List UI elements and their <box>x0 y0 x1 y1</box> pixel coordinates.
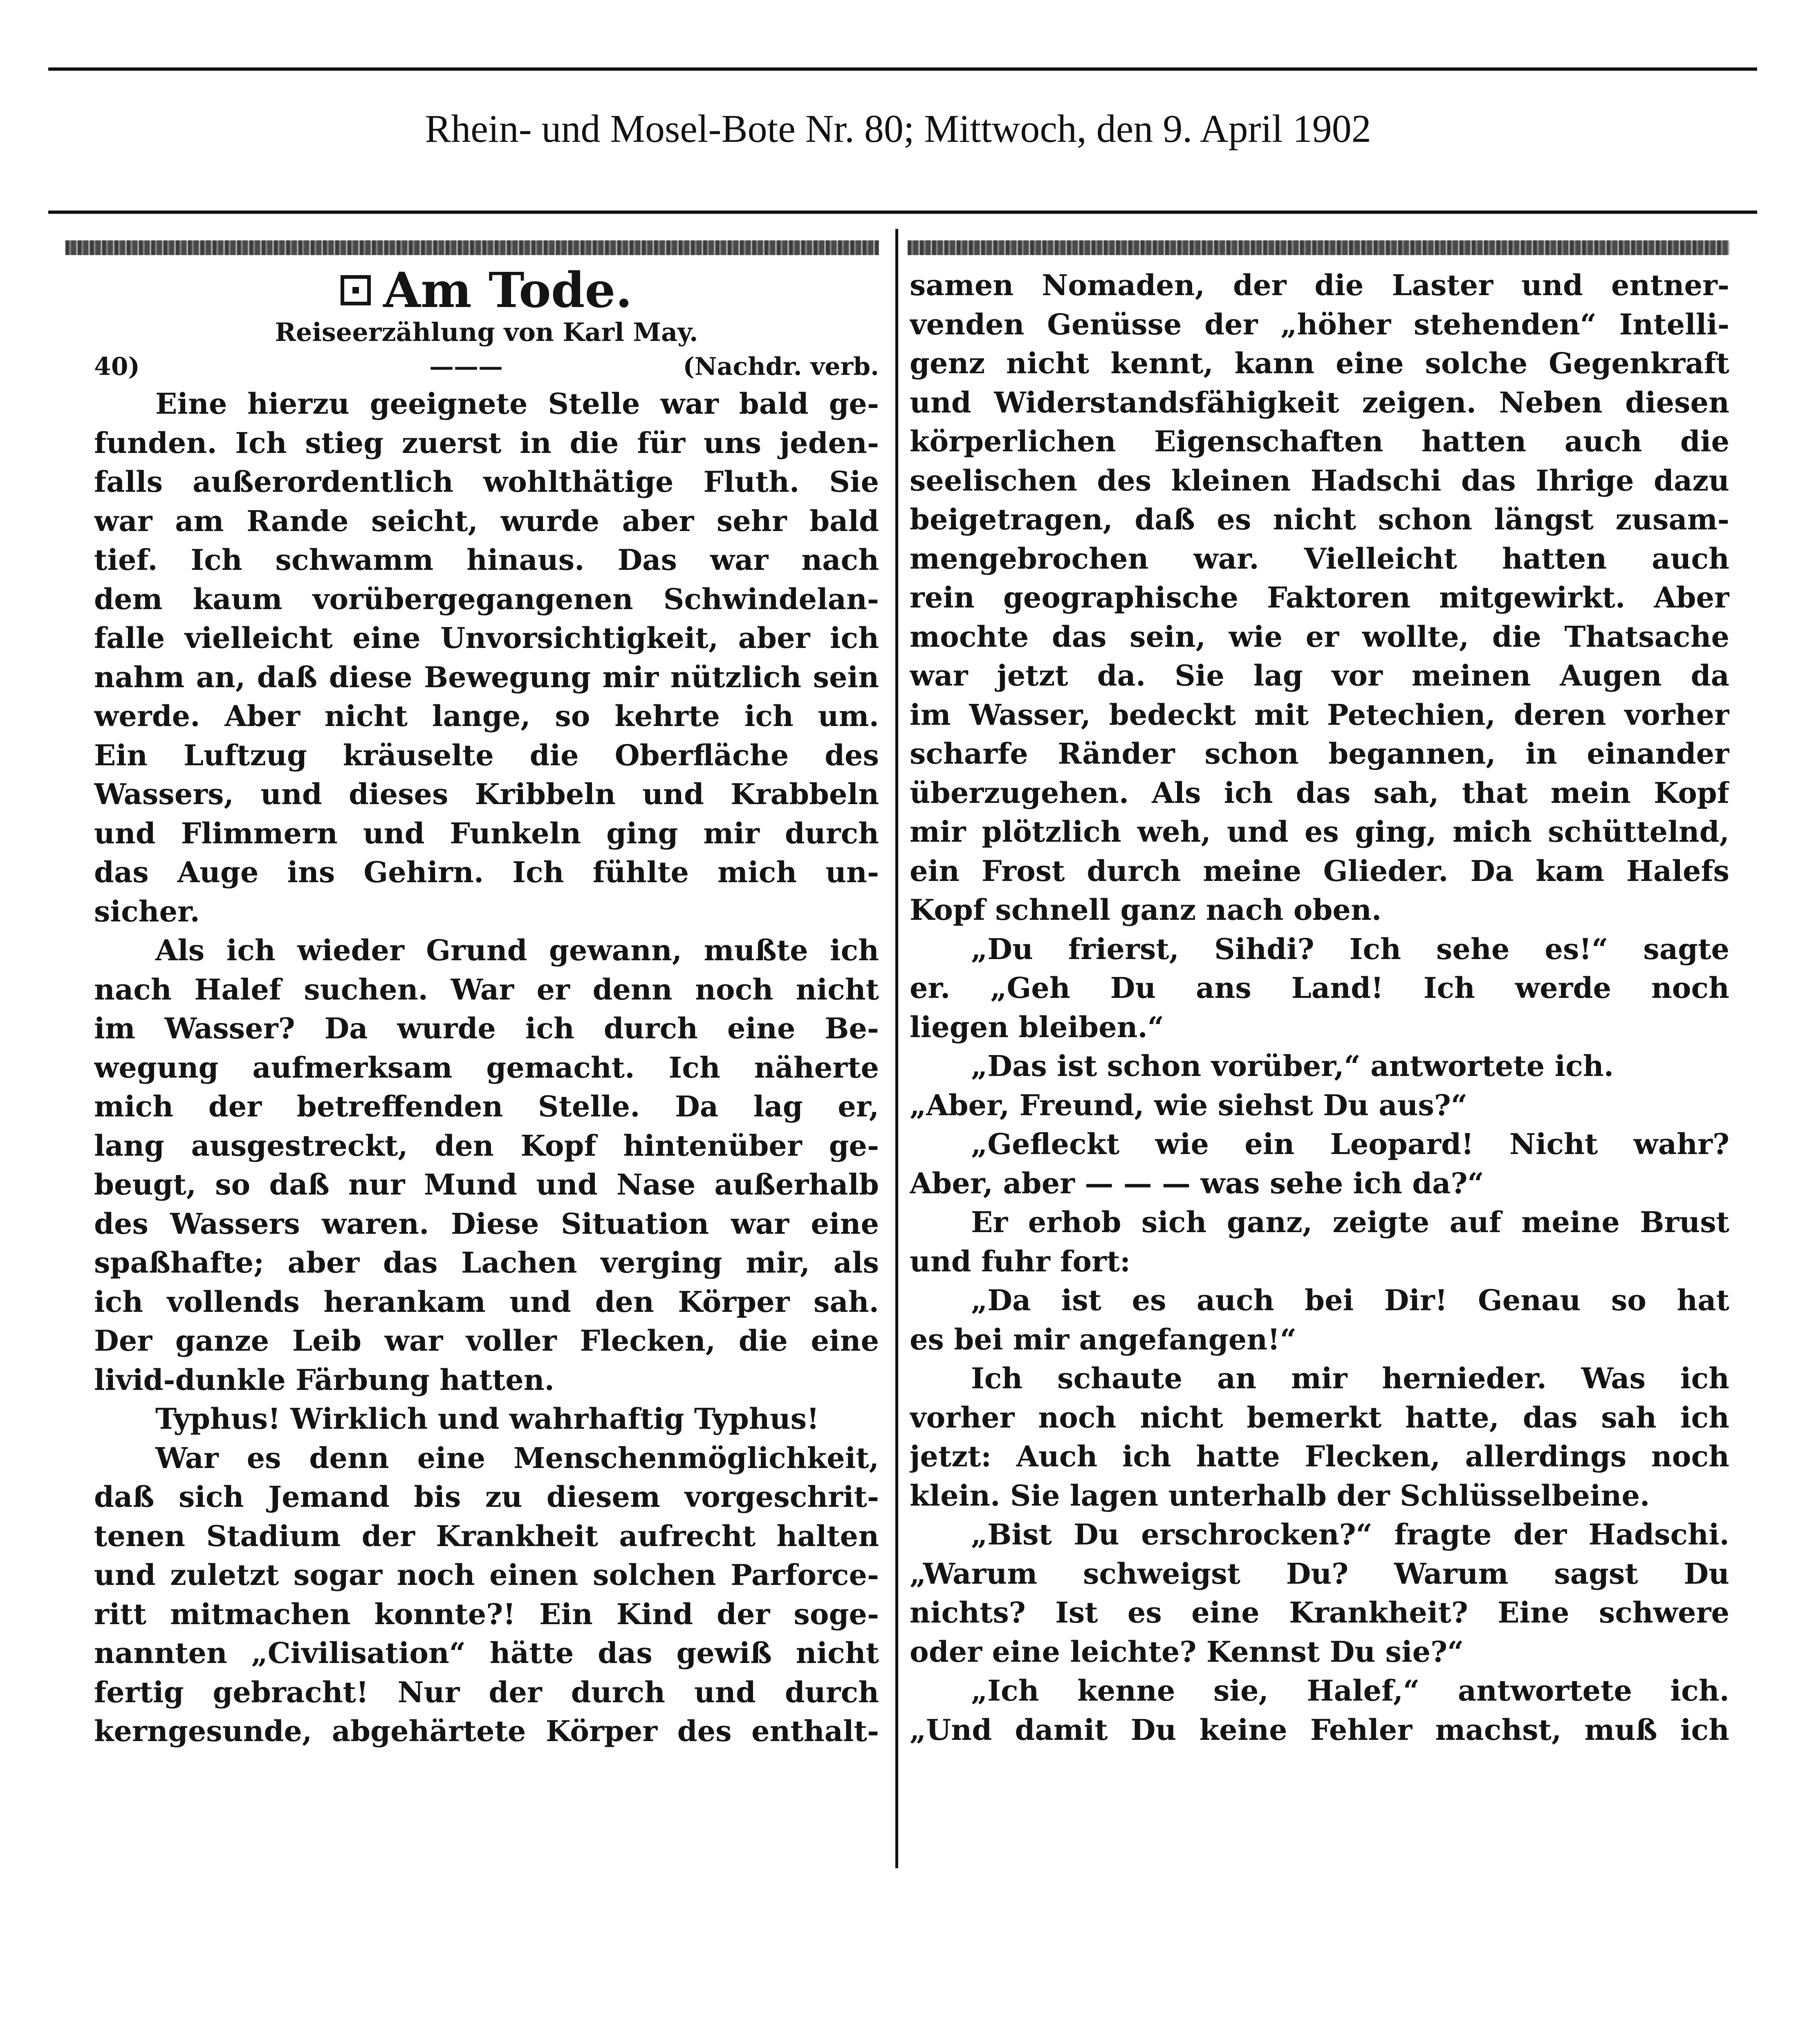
text-line: beugt, so daß nur Mund und Nase außerhalb <box>94 1168 879 1201</box>
text-line: dem kaum vorübergegangenen Schwindelan- <box>94 582 879 616</box>
text-line: er. „Geh Du ans Land! Ich werde noch <box>910 971 1729 1005</box>
text-line: klein. Sie lagen unterhalb der Schlüsselbeine. <box>910 1478 1650 1513</box>
text-line: „Aber, Freund, wie siehst Du aus?“ <box>910 1088 1468 1122</box>
text-line: tenen Stadium der Krankheit aufrecht halten <box>94 1519 879 1553</box>
article-left-column <box>94 262 879 1751</box>
text-line: falle vielleicht eine Unvorsichtigkeit, aber ich <box>94 621 879 655</box>
text-line: liegen bleiben.“ <box>910 1010 1164 1044</box>
text-line: kerngesunde, abgehärtete Körper des enthalt- <box>94 1714 879 1748</box>
text-line: falls außerordentlich wohlthätige Fluth. Sie <box>94 465 879 499</box>
text-line: seelischen des kleinen Hadschi das Ihrige dazu <box>910 463 1729 498</box>
left-column-scan-band <box>65 240 879 255</box>
text-line: genz nicht kennt, kann eine solche Gegenkraft <box>910 346 1729 380</box>
text-line: jetzt: Auch ich hatte Flecken, allerdings noch <box>910 1439 1729 1473</box>
text-line: mir plötzlich weh, und es ging, mich schüttelnd, <box>910 815 1729 849</box>
reprint-note: (Nachdr. verb. <box>683 352 879 381</box>
text-line: überzugehen. Als ich das sah, that mein Kopf <box>910 775 1729 810</box>
text-line: vorher noch nicht bemerkt hatte, das sah ich <box>910 1400 1729 1434</box>
text-line: war jetzt da. Sie lag vor meinen Augen da <box>910 659 1729 693</box>
text-line: mochte das sein, wie er wollte, die Thatsache <box>910 619 1729 654</box>
text-line: und fuhr fort: <box>910 1244 1131 1278</box>
text-line: Kopf schnell ganz nach oben. <box>910 893 1382 927</box>
text-line: Eine hierzu geeignete Stelle war bald ge- <box>155 387 879 421</box>
text-line: lang ausgestreckt, den Kopf hintenüber ge- <box>94 1128 879 1163</box>
text-line: körperlichen Eigenschaften hatten auch die <box>910 424 1729 458</box>
right-column-text <box>910 266 1729 1749</box>
text-line: Typhus! Wirklich und wahrhaftig Typhus! <box>155 1402 819 1436</box>
text-line: Aber, aber — — — was sehe ich da?“ <box>910 1166 1484 1200</box>
text-line: wegung aufmerksam gemacht. Ich näherte <box>94 1050 879 1085</box>
text-line: das Auge ins Gehirn. Ich fühlte mich un- <box>94 855 879 889</box>
text-line: und Widerstandsfähigkeit zeigen. Neben diesen <box>910 385 1729 419</box>
top-rule <box>48 67 1757 71</box>
text-line: sicher. <box>94 894 200 928</box>
text-line: und Flimmern und Funkeln ging mir durch <box>94 816 879 850</box>
text-line: ritt mitmachen konnte?! Ein Kind der soge- <box>94 1597 879 1631</box>
text-line: „Du frierst, Sihdi? Ich sehe es!“ sagte <box>971 932 1729 966</box>
text-line: Ein Luftzug kräuselte die Oberfläche des <box>94 738 879 772</box>
header-rule <box>48 211 1757 214</box>
text-line: spaßhafte; aber das Lachen verging mir, als <box>94 1246 879 1280</box>
left-column-text <box>94 384 879 1751</box>
text-line: rein geographische Faktoren mitgewirkt. Aber <box>910 580 1729 614</box>
article-right-column <box>910 266 1729 1749</box>
article-title: Am Tode. <box>94 266 879 315</box>
text-line: ein Frost durch meine Glieder. Da kam Halefs <box>910 854 1729 888</box>
text-line: mich der betreffenden Stelle. Da lag er, <box>94 1089 879 1123</box>
page-header-title: Rhein- und Mosel-Bote Nr. 80; Mittwoch, den 9. April 1902 <box>425 107 1371 150</box>
text-line: „Gefleckt wie ein Leopard! Nicht wahr? <box>971 1127 1729 1161</box>
text-line: ich vollends herankam und den Körper sah. <box>94 1284 879 1319</box>
text-line: „Da ist es auch bei Dir! Genau so hat <box>971 1283 1729 1317</box>
installment-number: 40) <box>94 352 140 381</box>
text-line: war am Rande seicht, wurde aber sehr bald <box>94 504 879 538</box>
text-line: Ich schaute an mir hernieder. Was ich <box>971 1361 1729 1395</box>
text-line: im Wasser, bedeckt mit Petechien, deren vorher <box>910 697 1729 732</box>
text-line: mengebrochen war. Vielleicht hatten auch <box>910 541 1729 576</box>
text-line: „Warum schweigst Du? Warum sagst Du <box>910 1556 1729 1591</box>
text-line: samen Nomaden, der die Laster und entner- <box>910 268 1729 302</box>
text-line: nach Halef suchen. War er denn noch nicht <box>94 972 879 1006</box>
text-line: es bei mir angefangen!“ <box>910 1322 1297 1356</box>
text-line: venden Genüsse der „höher stehenden“ Intelli- <box>910 307 1729 341</box>
text-line: fertig gebracht! Nur der durch und durch <box>94 1675 879 1709</box>
text-line: „Bist Du erschrocken?“ fragte der Hadschi. <box>971 1517 1729 1551</box>
text-line: nannten „Civilisation“ hätte das gewiß nicht <box>94 1636 879 1670</box>
text-line: War es denn eine Menschenmöglichkeit, <box>155 1441 879 1475</box>
text-line: daß sich Jemand bis zu diesem vorgeschrit- <box>94 1480 879 1514</box>
installment-line <box>94 350 879 384</box>
article-subtitle: Reiseerzählung von Karl May. <box>275 317 698 347</box>
text-line: „Das ist schon vorüber,“ antwortete ich. <box>971 1049 1614 1083</box>
text-line: des Wassers waren. Diese Situation war eine <box>94 1206 879 1241</box>
installment-rule: ——— <box>429 352 503 381</box>
text-line: livid-dunkle Färbung hatten. <box>94 1363 555 1397</box>
right-column-scan-band <box>908 240 1729 255</box>
text-line: funden. Ich stieg zuerst in die für uns jeden- <box>94 426 879 460</box>
text-line: oder eine leichte? Kennst Du sie?“ <box>910 1634 1464 1669</box>
text-line: „Und damit Du keine Fehler machst, muß ich <box>910 1712 1729 1747</box>
text-line: werde. Aber nicht lange, so kehrte ich um. <box>94 699 879 733</box>
text-line: Er erhob sich ganz, zeigte auf meine Brust <box>971 1205 1729 1239</box>
text-line: Als ich wieder Grund gewann, mußte ich <box>155 933 879 967</box>
text-line: nahm an, daß diese Bewegung mir nützlich sein <box>94 660 879 694</box>
title-box-icon <box>341 275 371 305</box>
text-line: tief. Ich schwamm hinaus. Das war nach <box>94 543 879 577</box>
text-line: und zuletzt sogar noch einen solchen Parforce- <box>94 1558 879 1592</box>
text-line: scharfe Ränder schon begannen, in einander <box>910 737 1729 771</box>
text-line: Wassers, und dieses Kribbeln und Krabbeln <box>94 777 879 811</box>
text-line: „Ich kenne sie, Halef,“ antwortete ich. <box>971 1674 1729 1708</box>
text-line: im Wasser? Da wurde ich durch eine Be- <box>94 1011 879 1045</box>
text-line: nichts? Ist es eine Krankheit? Eine schwere <box>910 1596 1729 1629</box>
column-divider <box>895 229 898 1868</box>
text-line: Der ganze Leib war voller Flecken, die eine <box>94 1324 879 1358</box>
text-line: beigetragen, daß es nicht schon längst zusam- <box>910 502 1729 536</box>
